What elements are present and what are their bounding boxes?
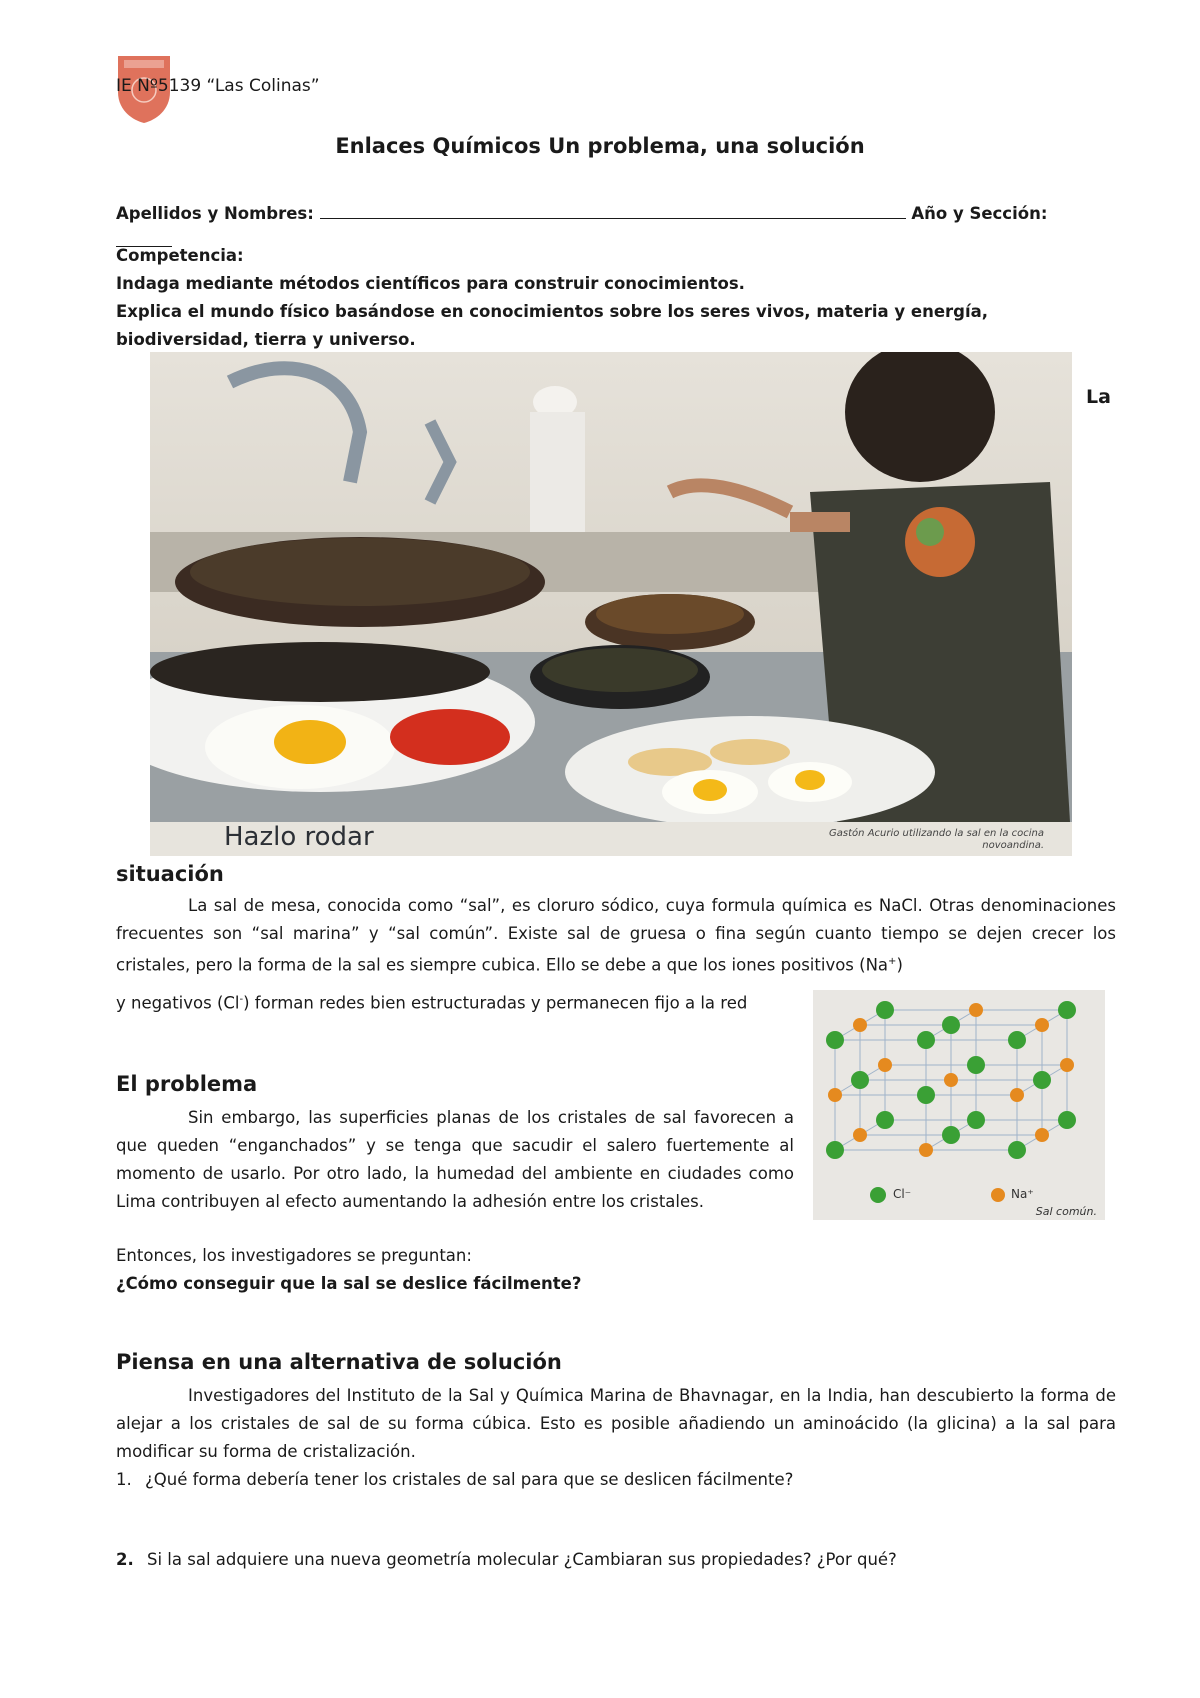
- question-1-number: 1.: [116, 1470, 132, 1489]
- question-2: [116, 1546, 1116, 1574]
- competencia-block: [116, 242, 1116, 354]
- alternativa-paragraph: [116, 1382, 1116, 1466]
- school-name: IE Nº5139 “Las Colinas”: [116, 76, 320, 96]
- question-2-text: Si la sal adquiere una nueva geometría molecular ¿Cambiaran sus propiedades? ¿Por qué?: [147, 1550, 897, 1569]
- problema-question: ¿Cómo conseguir que la sal se deslice fácilmente?: [116, 1274, 582, 1293]
- situacion-paragraph-2: [116, 986, 794, 1018]
- situacion-heading-part2: situación: [116, 862, 224, 886]
- situacion-p2-start: y negativos (Cl: [116, 993, 240, 1013]
- competencia-label: Competencia:: [116, 246, 244, 265]
- crystal-caption: Sal común.: [1035, 1205, 1097, 1218]
- situacion-p2-end: ) forman redes bien estructuradas y permanecen fijo a la red: [243, 993, 748, 1013]
- question-2-number: 2.: [116, 1550, 134, 1569]
- question-1: [116, 1466, 1116, 1494]
- problema-p2: Entonces, los investigadores se preguntan:: [116, 1246, 472, 1265]
- photo-banner: Hazlo rodar: [224, 822, 374, 852]
- problema-heading: El problema: [116, 1072, 258, 1096]
- situacion-heading-part1: La: [1086, 386, 1111, 408]
- alternativa-heading: Piensa en una alternativa de solución: [116, 1350, 562, 1374]
- competencia-line-1: Indaga mediante métodos científicos para construir conocimientos.: [116, 274, 745, 293]
- legend-cl: Cl⁻: [893, 1187, 912, 1201]
- problema-paragraph: [116, 1104, 794, 1216]
- crystal-lattice-illustration: [813, 990, 1105, 1220]
- kitchen-photo: [150, 352, 1072, 856]
- name-label: Apellidos y Nombres:: [116, 204, 314, 223]
- situacion-p1: La sal de mesa, conocida como “sal”, es cloruro sódico, cuya formula química es NaCl. Otras denominaciones frecuentes son “sal marina” y “sal común”. Existe sal de gruesa o fina según cuanto tiempo se dejen crecer los cristales, pero la forma de la sal es siempre cubica. Ello se debe a que los iones positivos (Na: [116, 896, 1116, 975]
- name-blank[interactable]: [320, 200, 906, 219]
- legend-na: Na⁺: [1011, 1187, 1034, 1201]
- section-label: Año y Sección:: [911, 204, 1048, 223]
- photo-caption: Gastón Acurio utilizando la sal en la cocina novoandina.: [829, 828, 1044, 851]
- na-charge: +: [888, 956, 897, 967]
- situacion-p1-end: ): [896, 955, 903, 975]
- alternativa-p1: Investigadores del Instituto de la Sal y Química Marina de Bhavnagar, en la India, han descubierto la forma de alejar a los cristales de sal de su forma cúbica. Esto es posible añadiendo un aminoácido (la glicina) a la sal para modificar su forma de cristalización.: [116, 1386, 1116, 1461]
- problema-p1: Sin embargo, las superficies planas de los cristales de sal favorecen a que queden “enganchados” y se tenga que sacudir el salero fuertemente al momento de usarlo. Por otro lado, la humedad del ambiente en ciudades como Lima contribuyen al efecto aumentando la adhesión entre los cristales.: [116, 1108, 794, 1211]
- nacl-crystal-diagram: [813, 990, 1105, 1220]
- question-1-text: ¿Qué forma debería tener los cristales de sal para que se deslicen fácilmente?: [145, 1470, 794, 1489]
- competencia-line-2: Explica el mundo físico basándose en conocimientos sobre los seres vivos, materia y energía, biodiversidad, tierra y universo.: [116, 302, 989, 349]
- situacion-paragraph-1: [116, 892, 1116, 980]
- kitchen-photo-illustration: [150, 352, 1072, 856]
- page-title: Enlaces Químicos Un problema, una solución: [335, 134, 865, 158]
- cl-charge: -: [239, 994, 244, 1005]
